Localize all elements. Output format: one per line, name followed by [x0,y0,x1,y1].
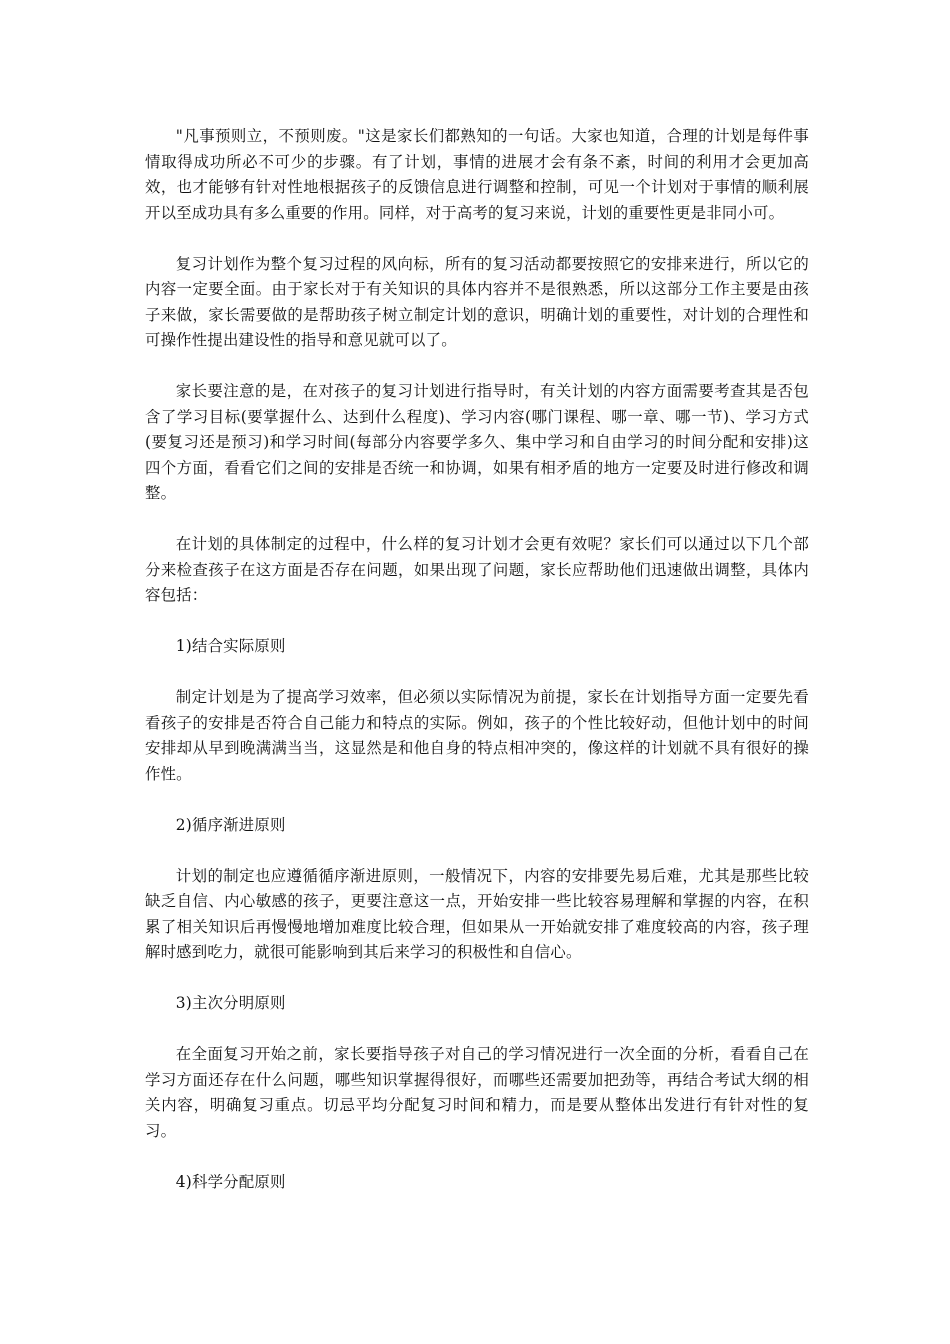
paragraph-effective-plan: 在计划的具体制定的过程中，什么样的复习计划才会更有效呢？家长们可以通过以下几个部分来检查孩子在这方面是否存在问题，如果出现了问题，家长应帮助他们迅速做出调整，具体内容包括： [145,535,809,604]
paragraph-parent-guidance: 家长要注意的是，在对孩子的复习计划进行指导时，有关计划的内容方面需要考查其是否包含了学习目标(要掌握什么、达到什么程度)、学习内容(哪门课程、哪一章、哪一节)、学习方式(要复习还是预习)和学习时间(每部分内容要学多久、集中学习和自由学习的时间分配和安排)这四个方面，看看它们之间的安排是否统一和协调，如果有相矛盾的地方一定要及时进行修改和调整。 [145,382,809,502]
paragraph-principle-1: 制定计划是为了提高学习效率，但必须以实际情况为前提，家长在计划指导方面一定要先看看孩子的安排是否符合自己能力和特点的实际。例如，孩子的个性比较好动，但他计划中的时间安排却从早到晚满满当当，这显然是和他自身的特点相冲突的，像这样的计划就不具有很好的操作性。 [145,688,809,783]
paragraph-intro: "凡事预则立，不预则废。"这是家长们都熟知的一句话。大家也知道，合理的计划是每件事情取得成功所必不可少的步骤。有了计划，事情的进展才会有条不紊，时间的利用才会更加高效，也才能够有针对性地根据孩子的反馈信息进行调整和控制，可见一个计划对于事情的顺利展开以至成功具有多么重要的作用。同样，对于高考的复习来说，计划的重要性更是非同小可。 [145,127,809,222]
heading-principle-4: 4)科学分配原则 [175,1172,286,1191]
paragraph-plan-content: 复习计划作为整个复习过程的风向标，所有的复习活动都要按照它的安排来进行，所以它的内容一定要全面。由于家长对于有关知识的具体内容并不是很熟悉，所以这部分工作主要是由孩子来做，家长需要做的是帮助孩子树立制定计划的意识，明确计划的重要性，对计划的合理性和可操作性提出建设性的指导和意见就可以了。 [145,254,809,349]
heading-principle-3: 3)主次分明原则 [175,994,286,1012]
heading-principle-2: 2)循序渐进原则 [175,815,286,834]
heading-principle-1: 1)结合实际原则 [175,637,286,655]
paragraph-principle-2: 计划的制定也应遵循循序渐进原则，一般情况下，内容的安排要先易后难，尤其是那些比较缺乏自信、内心敏感的孩子，更要注意这一点，开始安排一些比较容易理解和掌握的内容，在积累了相关知识后再慢慢地增加难度比较合理，但如果从一开始就安排了难度较高的内容，孩子理解时感到吃力，就很可能影响到其后来学习的积极性和自信心。 [145,866,809,961]
paragraph-principle-3: 在全面复习开始之前，家长要指导孩子对自己的学习情况进行一次全面的分析，看看自己在学习方面还存在什么问题，哪些知识掌握得很好，而哪些还需要加把劲等，再结合考试大纲的相关内容，明确复习重点。切忌平均分配复习时间和精力，而是要从整体出发进行有针对性的复习。 [145,1045,809,1140]
document-body [145,124,809,1221]
